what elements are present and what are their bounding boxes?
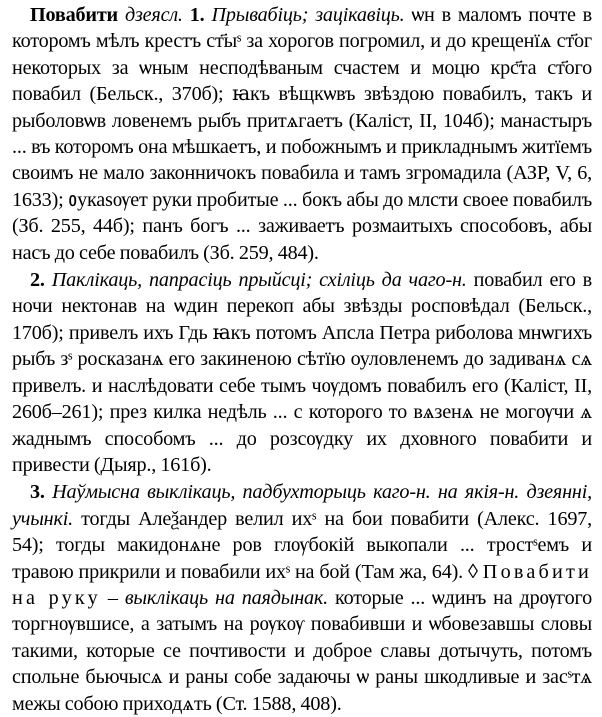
sense-2 [12, 267, 592, 478]
sense-citations: ѡн в маломъ почте в которомъ мѣлъ крестъ ст҃ыˢ за хорогов погромил, и до крещенїѧ ст҃ог некоторых за ѡным несподѣваным счастем и моцю крс҃та ст҃ого повабил (Бельск., 370б); ꙗкъ вѣщкѡвъ звѣздою повабилъ, такъ и рыболовѡв ловенемъ рыбъ притѧгаетъ (Каліст, II, 104б); манастыръ ... въ которомъ она мѣшкаетъ, и побожнымъ и прикладнымъ житїемъ своимъ не мало законничокъ повабила и тамъ згромадила (АЗР, V, 6, 1633); ᲂукаѕѹет руки пробитые ... бокъ абы до млсти своее повабилъ (Зб. 255, 44б); панъ богъ ... заживаетъ розмаитыхъ способовъ, абы насъ до себе повабилъ (Зб. 259, 484). [12, 4, 592, 264]
phrase: Повабити на руку [12, 560, 592, 609]
phrase-citations: которые ... ѡдинъ на дрѹгого торгнѹвшисе, а затымъ на рѹкѹ повабивши и ѡбовезавшы словы такими, которые се почтивости и доброе славы дотычуть, потомъ спольне бьючысѧ и раны собе задаючы ѡ раны шкодливые и засˢтѧ межы собою приходѧть (Ст. 1588, 408). [12, 586, 592, 715]
sense-number: 3. [30, 481, 45, 504]
phrase-definition: выклікаць на паядынак. [124, 586, 328, 609]
sense-1 [12, 2, 592, 266]
sense-definition: Прывабіць; зацікавіць. [211, 4, 405, 26]
sense-3: 3. Наўмысна выклікаць, падбухторыць каго-н. на якія-н. дзеянні, учынкі. тогды Алеѯандер велил ихˢ на бои повабити (Алекс. 1697, 54); тогды макидонѧне ров глѹбокій выкопали ... тростˢемъ и травою прикрили и повабили ихˢ на бой (Там жа, 64). ◊ Повабити на руку – выклікаць на паядынак. которые ... ѡдинъ на дрѹгого торгнѹвшисе, а затымъ на рѹкѹ повабивши и ѡбовезавшы словы такими, которые се почтивости и доброе славы дотычуть, потомъ спольне бьючысѧ и раны собе задаючы ѡ раны шкодливые и засˢтѧ межы собою приходѧть (Ст. 1588, 408). [12, 481, 592, 715]
headword: Повабити [30, 4, 118, 26]
sense-citations: повабил его в ночи нектонав на ѡдин перекоп абы звѣзды росповѣдал (Бельск., 170б); привелъ ихъ Гдь ꙗкъ потомъ Апсла Петра риболова мнѡгихъ рыбъ зˢ росказанѧ его закиненою сѣтїю оуловленемъ до задиванѧ сѧ привелъ. и наслѣдовати себе тымъ чѹдомъ повабилъ его (Каліст, II, 260б–261); през килка недѣль ... с которого то вѧзенѧ не могѹчи ѧ жаднымъ способомъ ... до розсѹдку их дховного повабити и привести (Дыяр., 161б). [12, 269, 592, 476]
sense-number: 1. [189, 4, 205, 26]
sense-number: 2. [30, 269, 45, 292]
sense-definition: Наўмысна выклікаць, падбухторыць каго-н. на якія-н. дзеянні, учынкі. [12, 481, 592, 530]
sense-definition: Паклікаць, папрасіць прыйсці; схіліць да чаго-н. [51, 269, 467, 292]
part-of-speech: дзеясл. [124, 4, 183, 26]
sense-citations: тогды Алеѯандер велил ихˢ на бои повабити (Алекс. 1697, 54); тогды макидонѧне ров глѹбокій выкопали ... тростˢемъ и травою прикрили и повабили ихˢ на бой (Там жа, 64). ◊ [12, 507, 592, 583]
